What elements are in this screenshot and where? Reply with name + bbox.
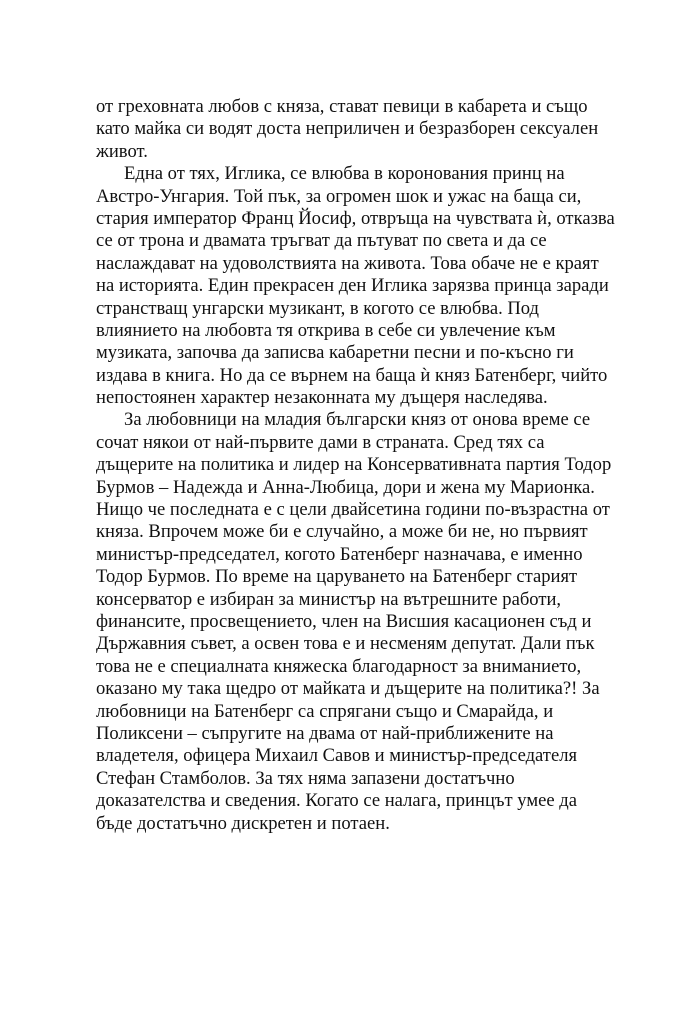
text-line: консерватор е избиран за министър на вътрешните работи,	[96, 588, 562, 610]
text-line: наслаждават на удоволствията на живота. Това обаче не е краят	[96, 252, 599, 274]
text-line: любовници на Батенберг са спрягани също и Смарайда, и	[96, 700, 554, 722]
text-line: от греховната любов с княза, стават певици в кабарета и също	[96, 96, 588, 117]
text-line: бъде достатъчно дискретен и потаен.	[96, 812, 390, 834]
text-line: като майка си водят доста неприличен и безразборен сексуален	[96, 118, 599, 140]
text-line: издава в книга. Но да се върнем на баща ѝ княз Батенберг, чийто	[96, 364, 608, 386]
text-line: княза. Впрочем може би е случайно, а може би не, но първият	[96, 521, 588, 543]
text-line: живот.	[96, 140, 148, 162]
text-line: оказано му така щедро от майката и дъщерите на политика?! За	[96, 678, 600, 700]
text-line: се от трона и двамата тръгват да пътуват по света и да се	[96, 230, 547, 252]
text-line: стария император Франц Йосиф, отвръща на чувствата ѝ, отказва	[96, 207, 615, 229]
paragraph-2	[96, 163, 615, 409]
text-line: влиянието на любовта тя открива в себе си увлечение към	[96, 319, 556, 341]
text-line: непостоянен характер незаконната му дъщеря наследява.	[96, 387, 548, 409]
text-line: Стефан Стамболов. За тях няма запазени достатъчно	[96, 767, 515, 789]
text-line: владетеля, офицера Михаил Савов и министър-председателя	[96, 745, 578, 767]
text-line: финансите, просвещението, член на Висшия касационен съд и	[96, 610, 592, 632]
text-line: странстващ унгарски музикант, в когото се влюбва. Под	[96, 297, 540, 319]
text-line: това не е специалната княжеска благодарност за вниманието,	[96, 655, 582, 677]
text-line: дъщерите на политика и лидер на Консервативната партия Тодор	[96, 454, 612, 476]
text-line: Бурмов – Надежда и Анна-Любица, дори и жена му Марионка.	[96, 476, 595, 498]
text-line: Австро-Унгария. Той пък, за огромен шок и ужас на баща си,	[96, 185, 582, 207]
text-line: Нищо че последната е с цели двайсетина години по-възрастна от	[96, 499, 610, 521]
text-line: Поликсени – съпругите на двама от най-приближените на	[96, 722, 554, 744]
text-line: сочат някои от най-първите дами в страната. Сред тях са	[96, 431, 545, 453]
text-line: Тодор Бурмов. По време на царуването на Батенберг старият	[96, 566, 578, 588]
text-line: музиката, започва да записва кабаретни песни и по-късно ги	[96, 342, 574, 364]
text-line: Една от тях, Иглика, се влюбва в коронования принц на	[124, 163, 565, 185]
paragraph-1	[96, 96, 608, 163]
page-body	[96, 96, 615, 835]
text-line: доказателства и сведения. Когато се налага, принцът умее да	[96, 790, 577, 812]
text-line: министър-председател, когото Батенберг назначава, е именно	[96, 543, 583, 565]
text-line: За любовници на младия български княз от онова време се	[124, 409, 591, 431]
text-line: на историята. Един прекрасен ден Иглика зарязва принца заради	[96, 275, 609, 297]
paragraph-3	[96, 409, 612, 834]
text-line: Държавния съвет, а освен това е и несменям депутат. Дали пък	[96, 633, 595, 655]
